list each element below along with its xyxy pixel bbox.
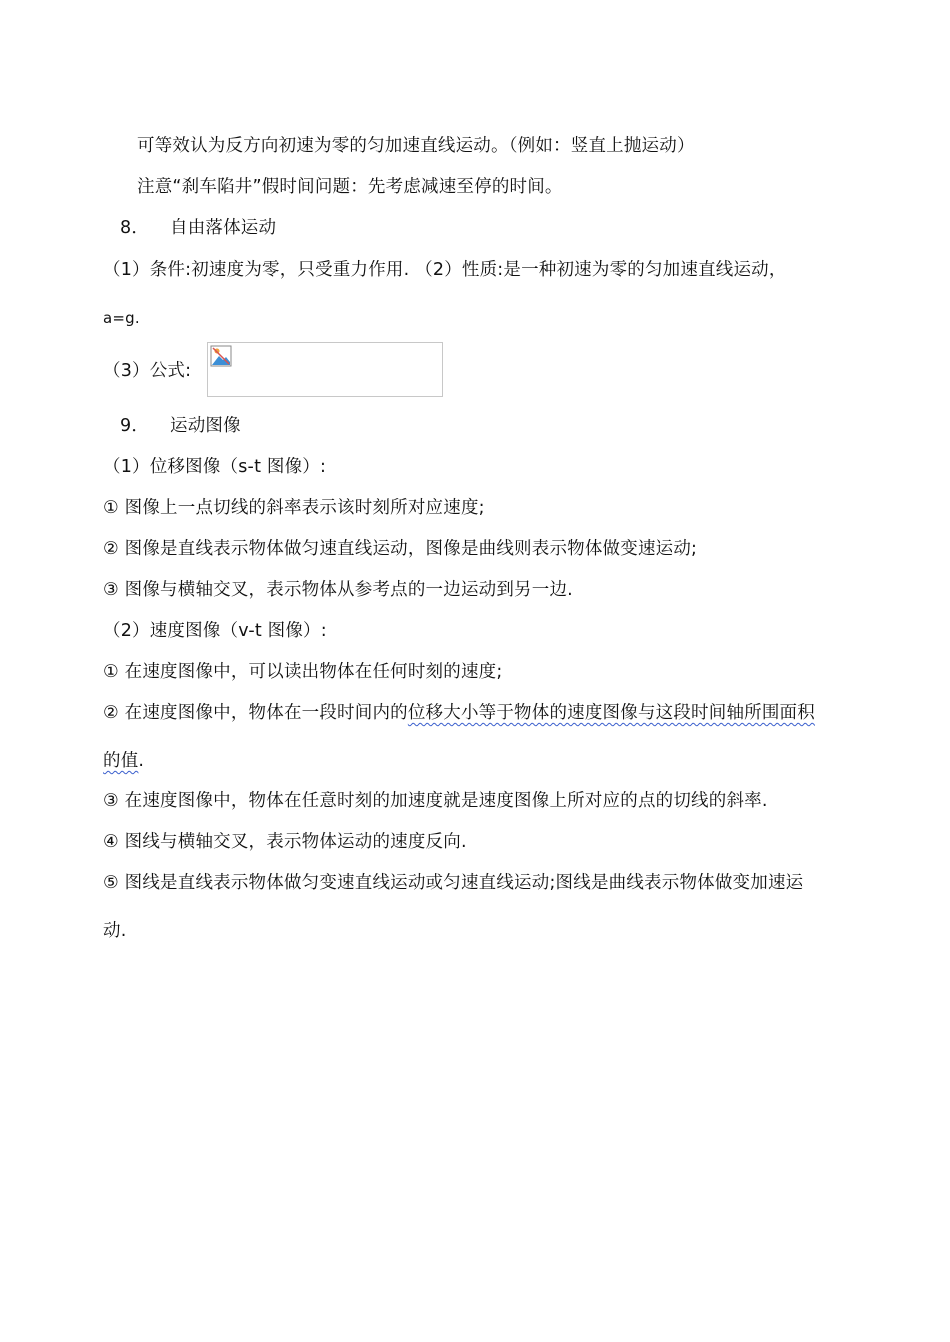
- section-title: 自由落体运动: [170, 218, 277, 238]
- text-line-vt-point-3: ③ 在速度图像中，物体在任意时刻的加速度就是速度图像上所对应的点的切线的斜率.: [103, 791, 768, 811]
- formula-image-placeholder: [207, 342, 443, 397]
- text-line-a-equals-g: a=g.: [103, 309, 140, 327]
- text-line-vt-point-1: ① 在速度图像中，可以读出物体在任何时刻的速度;: [103, 662, 503, 682]
- text-line-braking-trap: 注意“刹车陷井”假时间问题：先考虑减速至停的时间。: [137, 177, 563, 197]
- text-segment: ② 在速度图像中，物体在一段时间内的: [103, 703, 408, 723]
- wavy-underlined-text: 位移大小等于物体的速度图像与这段时间轴所围面积: [407, 703, 815, 723]
- text-line-equivalent-motion: 可等效认为反方向初速为零的匀加速直线运动。（例如：竖直上抛运动）: [137, 136, 695, 156]
- text-line-displacement-graph-heading: （1）位移图像（s-t 图像）:: [103, 457, 327, 477]
- broken-image-icon: [210, 345, 232, 367]
- text-line-vt-point-5-cont: 动.: [103, 921, 127, 941]
- text-line-velocity-graph-heading: （2）速度图像（v-t 图像）:: [103, 621, 327, 641]
- section-title: 运动图像: [170, 416, 241, 436]
- section-number: 9．: [120, 416, 150, 436]
- section-heading-8: [120, 216, 276, 240]
- text-line-vt-point-2-cont: [103, 749, 144, 773]
- text-line-formula-label: （3）公式:: [103, 361, 192, 381]
- section-number: 8．: [120, 218, 150, 238]
- text-line-st-point-1: ① 图像上一点切线的斜率表示该时刻所对应速度;: [103, 498, 485, 518]
- text-line-vt-point-4: ④ 图线与横轴交叉，表示物体运动的速度反向.: [103, 832, 467, 852]
- text-line-st-point-3: ③ 图像与横轴交叉，表示物体从参考点的一边运动到另一边.: [103, 580, 573, 600]
- wavy-underlined-text: 的值: [103, 751, 139, 771]
- text-line-vt-point-5: ⑤ 图线是直线表示物体做匀变速直线运动或匀速直线运动;图线是曲线表示物体做变加速运: [103, 873, 804, 893]
- text-line-st-point-2: ② 图像是直线表示物体做匀速直线运动，图像是曲线则表示物体做变速运动;: [103, 539, 698, 559]
- text-segment: .: [138, 751, 145, 771]
- text-line-vt-point-2: [103, 701, 815, 725]
- text-line-free-fall-conditions: （1）条件:初速度为零，只受重力作用. （2）性质:是一种初速为零的匀加速直线运动，: [103, 260, 787, 280]
- section-heading-9: [120, 414, 241, 438]
